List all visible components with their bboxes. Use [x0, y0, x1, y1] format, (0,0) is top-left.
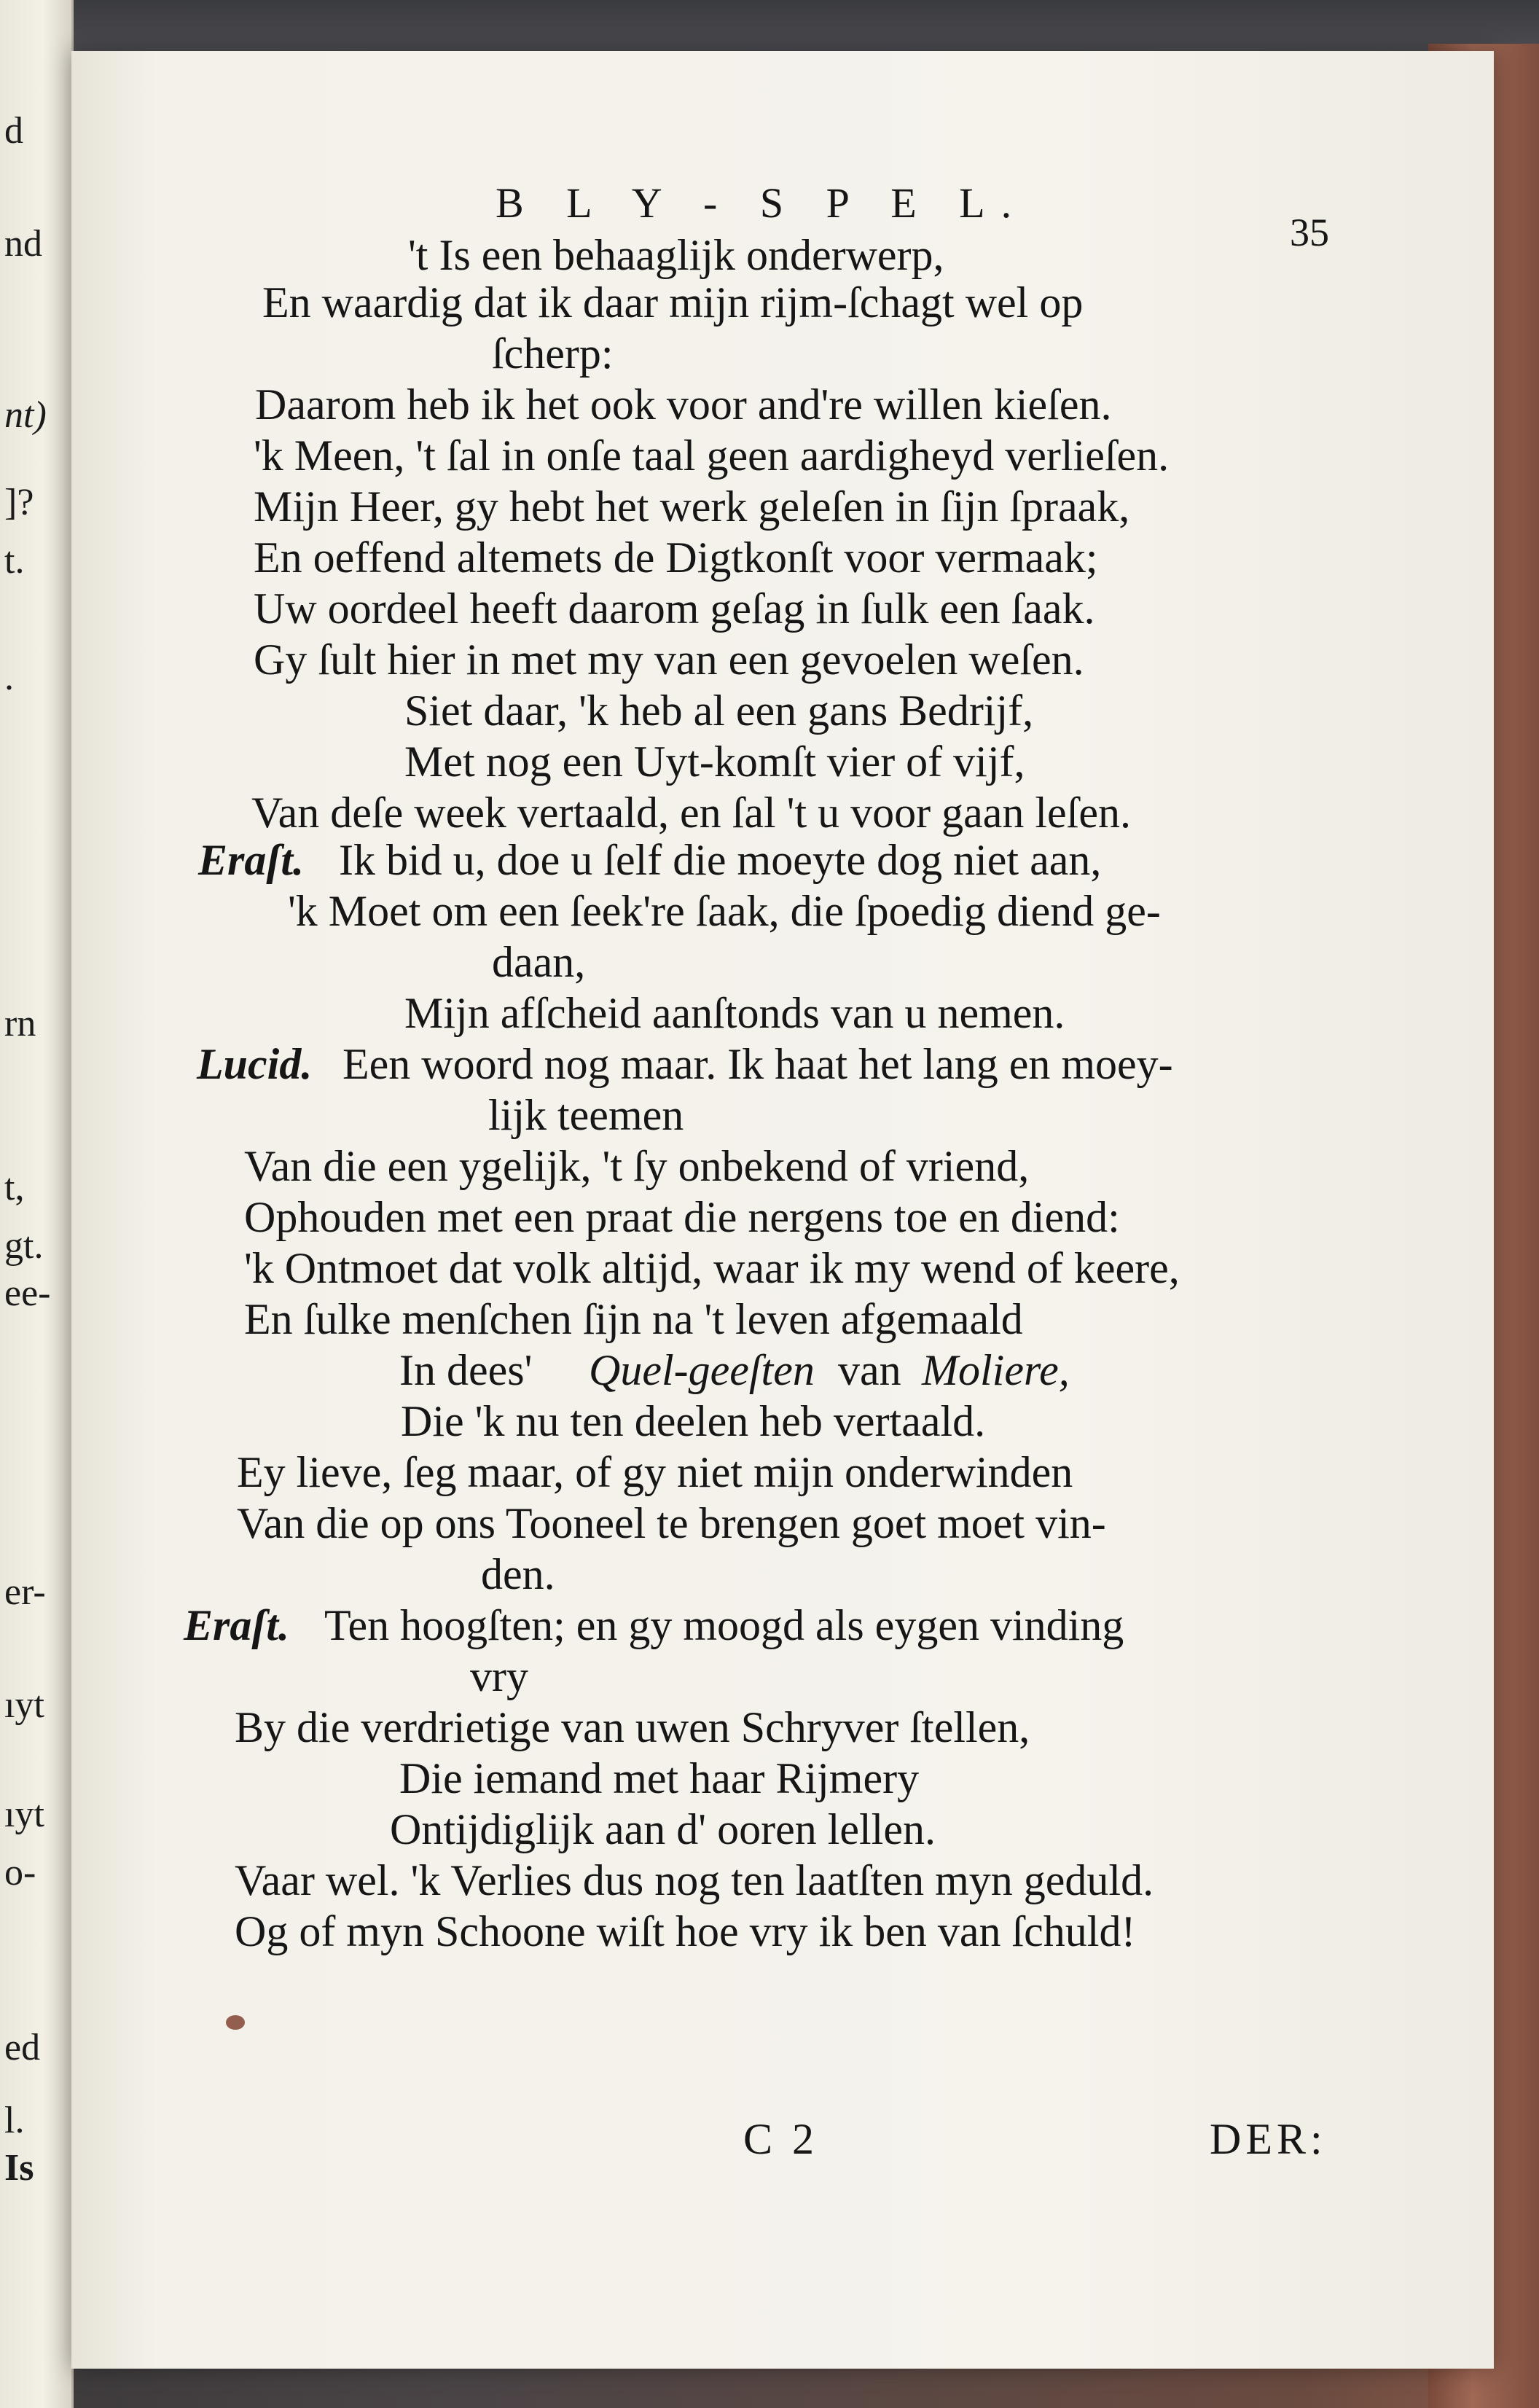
left-fragment: o-: [4, 1852, 36, 1893]
text-line: Vaar wel. 'k Verlies dus nog ten laatſten myn geduld.: [235, 1856, 1154, 1904]
left-fragment: Is: [4, 2147, 34, 2189]
left-fragment: l.: [4, 2100, 25, 2141]
left-fragment: t,: [4, 1167, 25, 1208]
running-head: B L Y - S P E L.: [496, 179, 1028, 227]
book-cover-top: [0, 0, 1539, 51]
text-line: Gy ſult hier in met my van een gevoelen weſen.: [254, 636, 1084, 684]
left-fragment: t.: [4, 540, 25, 582]
left-fragment: .: [4, 657, 14, 698]
text-line: Mijn Heer, gy hebt het werk geleſen in ſijn ſpraak,: [254, 482, 1130, 531]
text-line: ſcherp:: [492, 329, 614, 378]
text-line: Og of myn Schoone wiſt hoe vry ik ben van ſchuld!: [235, 1907, 1136, 1955]
text-line: daan,: [492, 938, 586, 986]
speaker-label: Eraſt.: [198, 836, 305, 884]
text-line: 'k Ontmoet dat volk altijd, waar ik my wend of keere,: [244, 1244, 1180, 1292]
text-line: Van deſe week vertaald, en ſal 't u voor gaan leſen.: [251, 789, 1131, 837]
text-line: In dees': [399, 1346, 533, 1394]
text-line: By die verdrietige van uwen Schryver ſtellen,: [235, 1703, 1030, 1751]
speaker-label: Eraſt.: [184, 1601, 290, 1649]
text-line: 'k Moet om een ſeek're ſaak, die ſpoedig diend ge-: [288, 887, 1161, 935]
page-number: 35: [1290, 211, 1329, 254]
left-fragment: nd: [4, 223, 42, 265]
text-line: En oeffend altemets de Digtkonſt voor vermaak;: [254, 533, 1098, 582]
previous-page-edge: [0, 0, 74, 2408]
text-line: Ik bid u, doe u ſelf die moeyte dog niet aan,: [339, 836, 1102, 884]
text-line: Een woord nog maar. Ik haat het lang en moey-: [342, 1040, 1173, 1088]
text-line: den.: [481, 1550, 555, 1598]
text-line: Daarom heb ik het ook voor and're willen kieſen.: [255, 380, 1112, 429]
left-fragment: ıyt: [4, 1684, 44, 1726]
author-name: Moliere,: [922, 1346, 1070, 1394]
text-line: 'k Meen, 't ſal in onſe taal geen aardigheyd verlieſen.: [254, 431, 1170, 480]
signature-mark: C 2: [743, 2115, 819, 2163]
left-fragment: ee-: [4, 1273, 51, 1314]
left-fragment: ıyt: [4, 1794, 44, 1835]
left-fragment: nt): [4, 394, 47, 436]
left-fragment: rn: [4, 1003, 36, 1044]
speaker-label: Lucid.: [197, 1040, 313, 1088]
text-line: van: [838, 1346, 901, 1394]
text-line: Met nog een Uyt-komſt vier of vijf,: [404, 738, 1025, 786]
text-line: En waardig dat ik daar mijn rijm-ſchagt wel op: [262, 278, 1084, 327]
catchword: DER:: [1210, 2115, 1327, 2163]
text-line: Ey lieve, ſeg maar, of gy niet mijn onderwinden: [237, 1448, 1073, 1496]
left-fragment: ed: [4, 2027, 41, 2068]
left-fragment: ]?: [4, 482, 34, 523]
left-fragment: d: [4, 110, 23, 152]
text-line: En ſulke menſchen ſijn na 't leven afgemaald: [244, 1295, 1023, 1343]
text-line: Ontijdiglijk aan d' ooren lellen.: [390, 1805, 936, 1853]
text-line: Uw oordeel heeft daarom geſag in ſulk een ſaak.: [254, 585, 1095, 633]
text-line: 't Is een behaaglijk onderwerp,: [408, 231, 944, 279]
text-line: Siet daar, 'k heb al een gans Bedrijf,: [404, 687, 1034, 735]
text-line: Van die een ygelijk, 't ſy onbekend of vriend,: [244, 1142, 1030, 1190]
text-line: Van die op ons Tooneel te brengen goet moet vin-: [237, 1499, 1106, 1547]
text-line: Die 'k nu ten deelen heb vertaald.: [401, 1397, 986, 1445]
left-fragment: er-: [4, 1571, 46, 1613]
play-title: Quel-geeſten: [589, 1346, 815, 1394]
text-line: lijk teemen: [488, 1091, 684, 1139]
text-line: Die iemand met haar Rijmery: [399, 1754, 920, 1802]
text-line: vry: [470, 1652, 528, 1700]
text-line: Mijn afſcheid aanſtonds van u nemen.: [404, 989, 1065, 1037]
text-line: Ten hoogſten; en gy moogd als eygen vinding: [324, 1601, 1124, 1649]
ink-stain: [226, 2015, 245, 2030]
left-fragment: gt.: [4, 1225, 44, 1267]
text-line: Ophouden met een praat die nergens toe en diend:: [244, 1193, 1120, 1241]
